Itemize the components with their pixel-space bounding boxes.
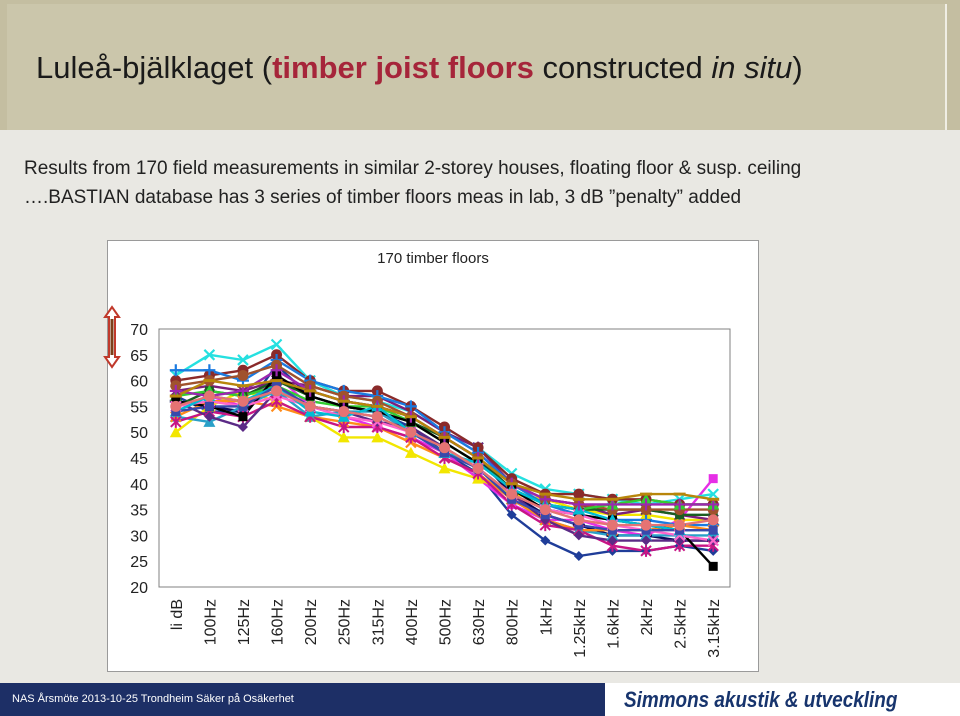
title-highlight: timber joist floors — [272, 50, 534, 85]
x-tick-label: li dB — [168, 599, 186, 631]
title-part-2: constructed — [533, 50, 712, 85]
data-point — [305, 401, 316, 412]
data-point — [237, 370, 248, 381]
title-italic: in situ — [711, 50, 793, 85]
data-point — [205, 402, 214, 411]
data-point — [439, 442, 450, 453]
x-tick-label: 1kHz — [538, 599, 556, 636]
data-point — [573, 514, 584, 525]
data-point — [641, 520, 652, 531]
y-tick-label: 25 — [130, 554, 148, 572]
data-point — [709, 474, 718, 483]
x-tick-label: 1.25kHz — [571, 599, 589, 658]
data-point — [238, 412, 247, 421]
y-tick-label: 60 — [130, 373, 148, 391]
x-tick-label: 200Hz — [303, 599, 321, 646]
y-tick-label: 65 — [130, 347, 148, 365]
y-tick-label: 70 — [130, 322, 148, 339]
x-tick-label: 630Hz — [471, 599, 489, 646]
y-tick-label: 55 — [130, 399, 148, 417]
data-point — [271, 385, 282, 396]
title-part-3: ) — [792, 50, 803, 85]
data-point — [372, 411, 383, 422]
data-point — [237, 396, 248, 407]
data-point — [708, 514, 719, 525]
data-point — [170, 401, 181, 412]
y-tick-label: 30 — [130, 528, 148, 546]
data-point — [405, 427, 416, 438]
title-part-1: Luleå-bjälklaget ( — [36, 50, 273, 85]
data-point — [506, 489, 517, 500]
y-tick-label: 20 — [130, 580, 148, 597]
data-point — [272, 339, 282, 349]
title-banner — [0, 0, 960, 130]
x-tick-label: 2kHz — [639, 599, 657, 636]
x-tick-label: 160Hz — [269, 599, 287, 646]
data-point — [540, 504, 551, 515]
data-point — [607, 520, 618, 531]
x-tick-label: 800Hz — [504, 599, 522, 646]
x-tick-label: 100Hz — [202, 599, 220, 646]
data-point — [338, 406, 349, 417]
x-tick-label: 3.15kHz — [706, 599, 724, 658]
data-point — [204, 391, 215, 402]
slide-body — [24, 154, 944, 212]
x-tick-label: 125Hz — [235, 599, 253, 646]
footer-text: NAS Årsmöte 2013-10-25 Trondheim Säker på Osäkerhet — [12, 693, 294, 705]
data-point — [473, 463, 484, 474]
slide-title — [36, 50, 803, 86]
body-line-1: Results from 170 field measurements in similar 2-storey houses, floating floor & susp. ceiling — [24, 158, 802, 179]
x-tick-label: 1.6kHz — [605, 599, 623, 649]
chart-svg — [108, 241, 758, 671]
data-point — [674, 520, 685, 531]
y-tick-label: 35 — [130, 502, 148, 520]
chart-title: 170 timber floors — [377, 250, 489, 267]
data-point — [574, 551, 584, 561]
data-point — [709, 526, 718, 535]
y-tick-label: 40 — [130, 476, 148, 494]
body-line-2: ….BASTIAN database has 3 series of timber floors meas in lab, 3 dB ”penalty” added — [24, 187, 742, 208]
x-tick-label: 500Hz — [437, 599, 455, 646]
data-point — [405, 447, 417, 458]
data-point — [170, 364, 182, 376]
chart-area — [107, 240, 759, 672]
y-tick-label: 50 — [130, 425, 148, 443]
x-tick-label: 2.5kHz — [672, 599, 690, 649]
y-tick-label: 45 — [130, 451, 148, 468]
x-tick-label: 250Hz — [336, 599, 354, 646]
x-tick-label: 400Hz — [403, 599, 421, 646]
brand-logo-text: Simmons akustik & utveckling — [624, 687, 898, 712]
x-tick-label: 315Hz — [370, 599, 388, 646]
data-point — [709, 562, 718, 571]
